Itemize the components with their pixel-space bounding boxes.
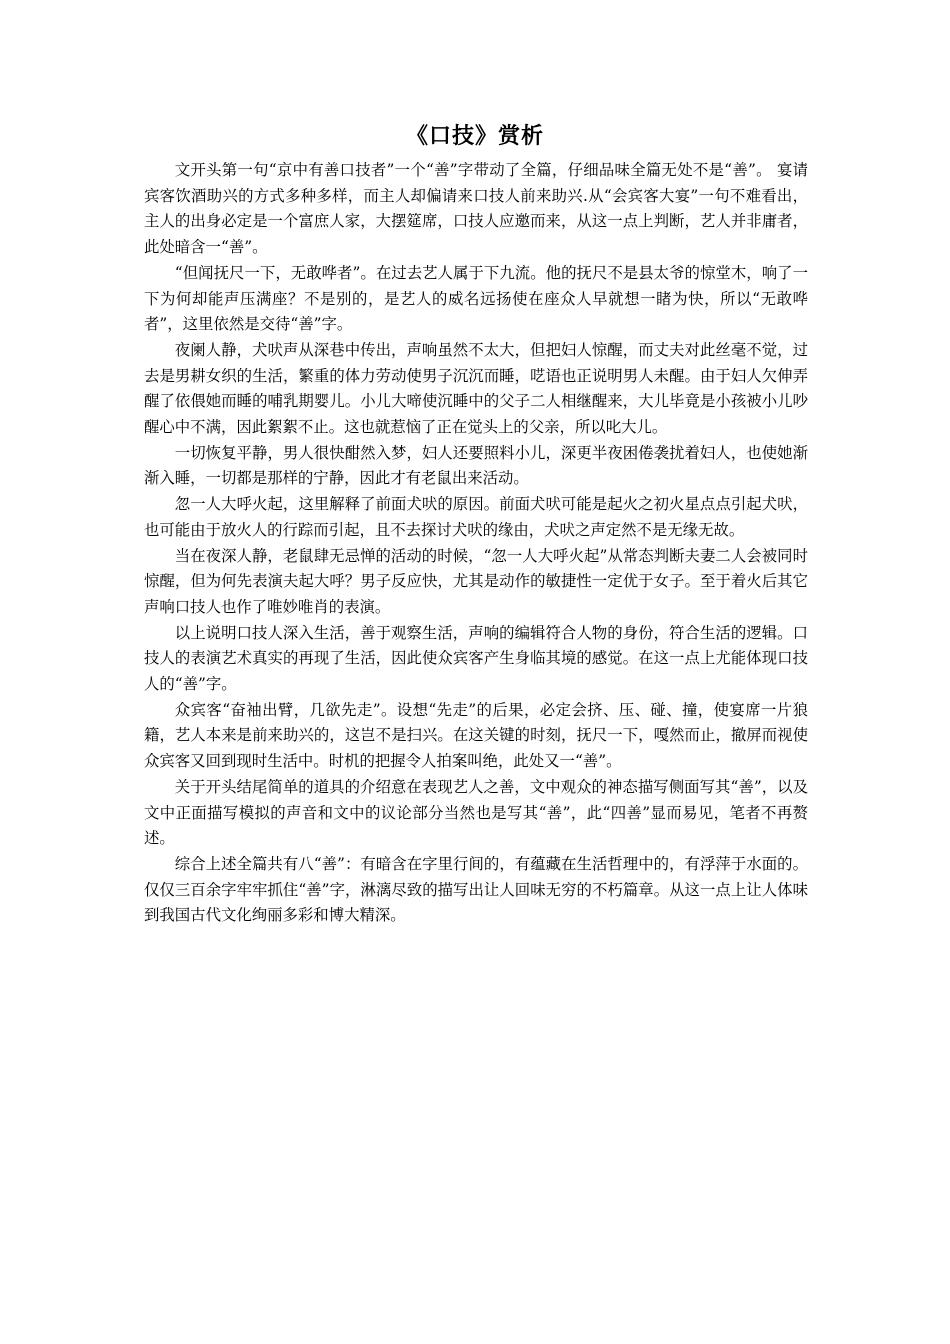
paragraph: 一切恢复平静，男人很快酣然入梦，妇人还要照料小儿，深更半夜困倦袭扰着妇人，也使她渐渐入睡，一切都是那样的宁静，因此才有老鼠出来活动。	[144, 443, 808, 488]
paragraph: 综合上述全篇共有八“善”：有暗含在字里行间的，有蕴藏在生活哲理中的，有浮萍于水面的。仅仅三百余字牢牢抓住“善”字，淋漓尽致的描写出让人回味无穷的不朽篇章。从这一点上让人体味到我国古代文化绚丽多彩和博大精深。	[144, 854, 808, 925]
paragraph: 众宾客“奋袖出臂，几欲先走”。设想“先走”的后果，必定会挤、压、碰、撞，使宴席一片狼籍，艺人本来是前来助兴的，这岂不是扫兴。在这关键的时刻，抚尺一下，嘎然而止，撤屏而视使众宾客又回到现时生活中。时机的把握令人拍案叫绝，此处又一“善”。	[144, 700, 808, 771]
paragraph: 关于开头结尾简单的道具的介绍意在表现艺人之善，文中观众的神态描写侧面写其“善”，以及文中正面描写模拟的声音和文中的议论部分当然也是写其“善”，此“四善”显而易见，笔者不再赘述。	[144, 777, 808, 848]
article-body	[144, 158, 808, 929]
paragraph: 忽一人大呼火起，这里解释了前面犬吠的原因。前面犬吠可能是起火之初火星点点引起犬吠，也可能由于放火人的行踪而引起，且不去探讨犬吠的缘由，犬吠之声定然不是无缘无故。	[144, 495, 808, 539]
paragraph: 夜阑人静，犬吠声从深巷中传出，声响虽然不太大，但把妇人惊醒，而丈夫对此丝毫不觉，过去是男耕女织的生活，繁重的体力劳动使男子沉沉而睡，呓语也正说明男人未醒。由于妇人欠伸弄醒了依偎她而睡的哺乳期婴儿。小儿大啼使沉睡中的父子二人相继醒来，大儿毕竟是小孩被小儿吵醒心中不满，因此絮絮不止。这也就惹恼了正在觉头上的父亲，所以叱大儿。	[144, 340, 808, 437]
page-title: 《口技》赏析	[405, 123, 544, 149]
paragraph: 以上说明口技人深入生活，善于观察生活，声响的编辑符合人物的身份，符合生活的逻辑。口技人的表演艺术真实的再现了生活，因此使众宾客产生身临其境的感觉。在这一点上尤能体现口技人的“善”字。	[144, 623, 808, 694]
paragraph: “但闻抚尺一下，无敢哗者”。在过去艺人属于下九流。他的抚尺不是县太爷的惊堂木，响了一下为何却能声压满座？不是别的，是艺人的威名远扬使在座众人早就想一睹为快，所以“无敢哗者”，这里依然是交待“善”字。	[144, 263, 808, 334]
paragraph: 文开头第一句“京中有善口技者”一个“善”字带动了全篇，仔细品味全篇无处不是“善”。 宴请宾客饮酒助兴的方式多种多样，而主人却偏请来口技人前来助兴.从“会宾客大宴”一句不难看出，主人的出身必定是一个富庶人家，大摆筵席，口技人应邀而来，从这一点上判断，艺人并非庸者，此处暗含一“善”。	[144, 161, 808, 257]
paragraph: 当在夜深人静，老鼠肆无忌惮的活动的时候，“忽一人大呼火起”从常态判断夫妻二人会被同时惊醒，但为何先表演夫起大呼？男子反应快，尤其是动作的敏捷性一定优于女子。至于着火后其它声响口技人也作了唯妙唯肖的表演。	[144, 546, 808, 616]
